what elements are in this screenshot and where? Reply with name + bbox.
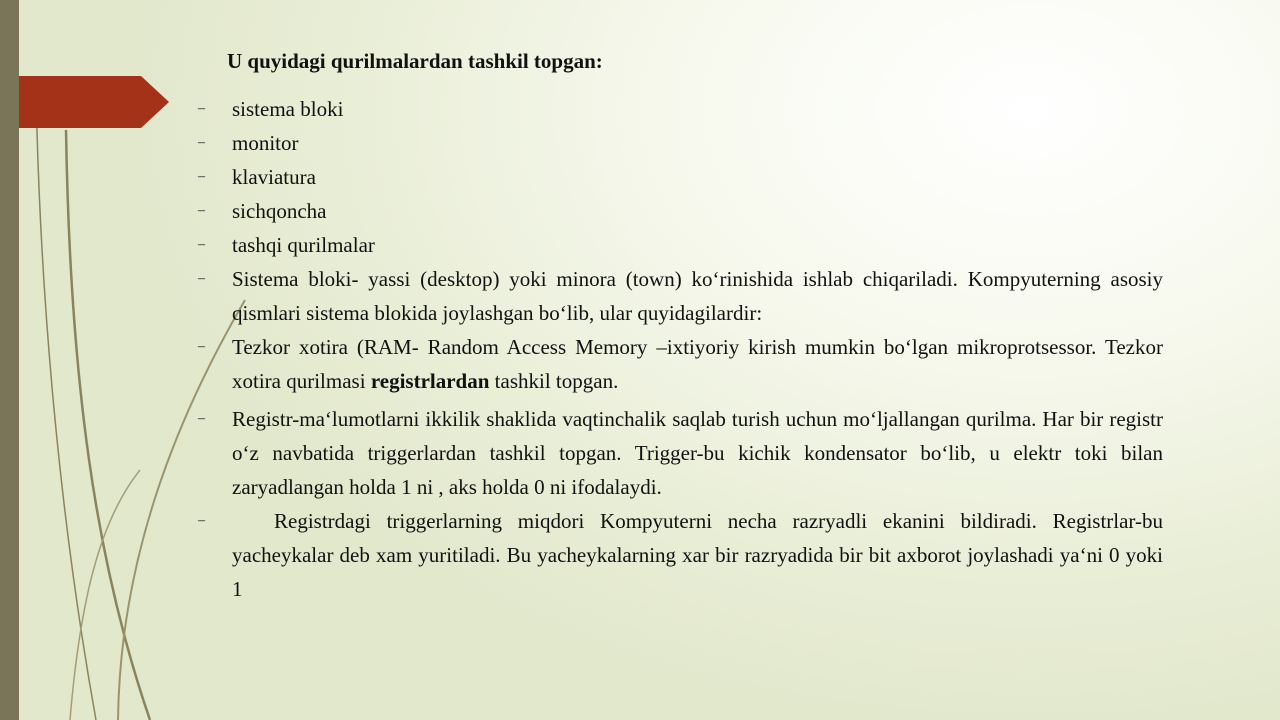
bullet-dash: – — [198, 237, 205, 252]
item-text: Sistema bloki- yassi (desktop) yoki minora (town) ko‘rinishida ishlab chiqariladi. Kompyuterning asosiy qismlari sistema blokida joylashgan bo‘lib, ular quyidagilardir: — [232, 267, 1163, 325]
bullet-dash: – — [198, 271, 205, 286]
item-text: Registrdagi triggerlarning miqdori Kompyuterni necha razryadli ekanini bildiradi. Registrlar-bu yacheykalar deb xam yuritiladi. Bu yacheykalarning xar bir razryadida bir bit axborot joylashadi ya‘ni 0 yoki 1 — [232, 509, 1163, 601]
list-item — [198, 262, 1163, 330]
list-item — [198, 504, 1163, 606]
bullet-dash: – — [198, 135, 205, 150]
list-item — [198, 402, 1163, 504]
item-text: tashqi qurilmalar — [232, 233, 375, 257]
slide-title: U quyidagi qurilmalardan tashkil topgan: — [227, 49, 603, 73]
item-text-bold: registrlardan — [370, 369, 490, 393]
bullet-dash: – — [198, 101, 205, 116]
bullet-dash: – — [198, 513, 205, 528]
list-item — [198, 92, 1163, 126]
item-text: sistema bloki — [232, 97, 344, 121]
item-text: Registr-ma‘lumotlarni ikkilik shaklida vaqtinchalik saqlab turish uchun mo‘ljallangan qurilma. Har bir registr o‘z navbatida triggerlardan tashkil topgan. Trigger-bu kichik kondensator bo‘lib, u elektr toki bilan zaryadlangan holda 1 ni , aks holda 0 ni ifodalaydi. — [232, 407, 1163, 499]
item-text: monitor — [232, 131, 299, 155]
bullet-dash: – — [198, 203, 205, 218]
bullet-dash: – — [198, 339, 205, 354]
list-item — [198, 160, 1163, 194]
accent-arrow-shape — [19, 76, 169, 128]
list-item — [198, 228, 1163, 262]
item-text: klaviatura — [232, 165, 316, 189]
list-item — [198, 126, 1163, 160]
item-text-before: Tezkor xotira (RAM- Random Access Memory –ixtiyoriy kirish mumkin bo‘lgan mikroprotsessor. Tezkor xotira qurilmasi — [232, 335, 1163, 393]
item-text-after: tashkil topgan. — [489, 369, 619, 393]
bullet-dash: – — [198, 169, 205, 184]
list-item — [198, 330, 1163, 398]
bullet-list — [198, 92, 1163, 606]
list-item — [198, 194, 1163, 228]
bullet-dash: – — [198, 411, 205, 426]
item-text: sichqoncha — [232, 199, 327, 223]
